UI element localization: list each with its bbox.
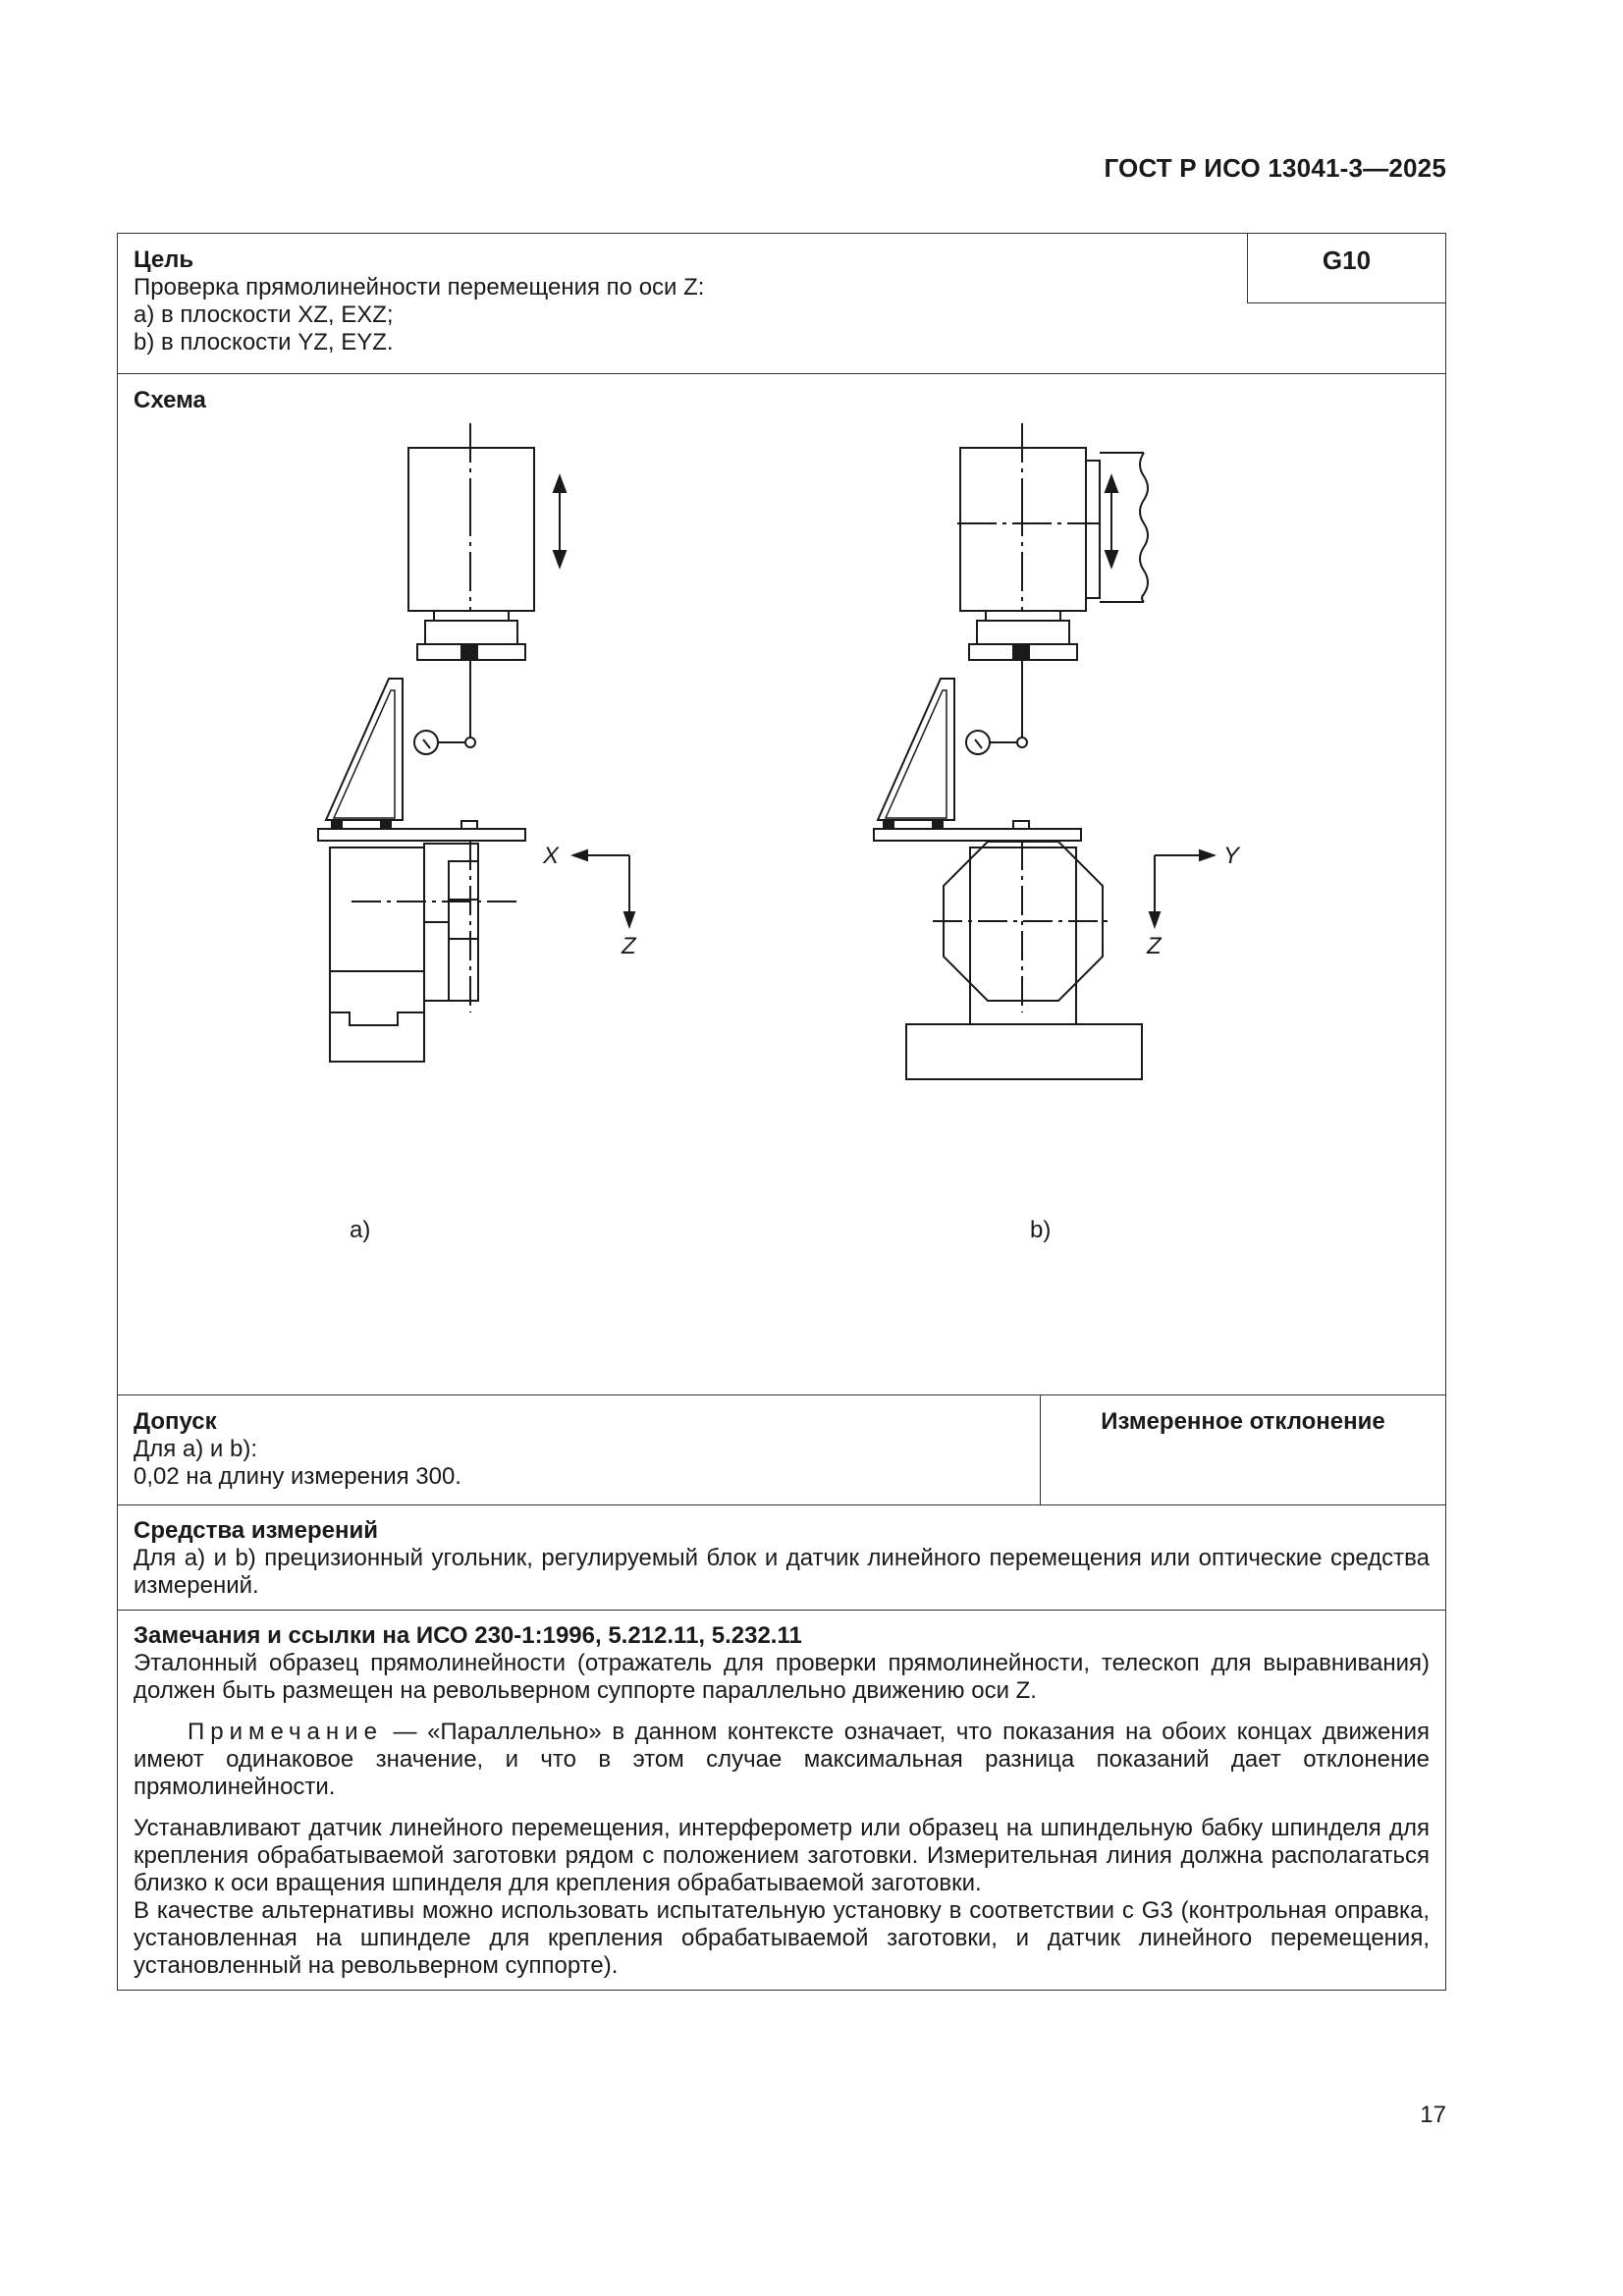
notes-section (118, 1611, 1445, 1990)
note-paragraph (134, 1719, 1430, 1801)
measured-deviation-cell (1041, 1395, 1445, 1504)
goal-line-1: Проверка прямолинейности перемещения по оси Z: (134, 274, 705, 301)
note-word: Примечание (188, 1719, 383, 1745)
document-code: ГОСТ Р ИСО 13041-3—2025 (1104, 153, 1446, 183)
notes-para-1: Эталонный образец прямолинейности (отражатель для проверки прямолинейности, телескоп для выравнивания) должен быть размещен на револьверном суппорте параллельно движению оси Z. (134, 1650, 1430, 1704)
goal-label: Цель (134, 246, 194, 273)
goal-section (118, 234, 1445, 374)
tolerance-label: Допуск (134, 1408, 217, 1435)
diagram-b (874, 423, 1214, 1079)
test-sheet (117, 233, 1446, 1991)
axis-z-label-a: Z (622, 933, 636, 959)
notes-label: Замечания и ссылки на ИСО 230-1:1996, 5.212.11, 5.232.11 (134, 1622, 802, 1649)
axis-y-label: Y (1223, 843, 1240, 869)
caption-a: a) (350, 1217, 371, 1243)
scheme-section (118, 374, 1445, 1395)
test-code: G10 (1247, 234, 1445, 303)
means-label: Средства измерений (134, 1517, 379, 1544)
notes-para-2: Устанавливают датчик линейного перемещения, интерферометр или образец на шпиндельную бабку шпинделя для крепления обрабатываемой заготовки рядом с положением заготовки. Измерительная линия должна располагаться близко к оси вращения шпинделя для крепления обрабатываемой заготовки. (134, 1815, 1430, 1896)
tolerance-line-1: Для а) и b): (134, 1436, 258, 1462)
axis-z-label-b: Z (1147, 933, 1162, 959)
tolerance-section (118, 1395, 1445, 1505)
goal-line-2: а) в плоскости XZ, EXZ; (134, 301, 394, 328)
measured-deviation-label: Измеренное отклонение (1101, 1408, 1385, 1435)
scheme-label: Схема (134, 387, 206, 413)
goal-line-3: b) в плоскости YZ, EYZ. (134, 329, 394, 355)
scheme-diagram (118, 374, 1443, 1395)
caption-b: b) (1030, 1217, 1052, 1243)
page-number: 17 (1420, 2102, 1446, 2128)
measuring-means-section (118, 1505, 1445, 1611)
axis-x-label: X (543, 843, 560, 869)
notes-para-3: В качестве альтернативы можно использовать испытательную установку в соответствии с G3 (контрольная оправка, установленная на шпинделе для крепления обрабатываемой заготовки, и датчик линейного перемещения, установленный на револьверном суппорте). (134, 1897, 1430, 1979)
tolerance-line-2: 0,02 на длину измерения 300. (134, 1463, 461, 1490)
means-text: Для а) и b) прецизионный угольник, регулируемый блок и датчик линейного перемещения или оптические средства измерений. (134, 1545, 1430, 1599)
tolerance-cell (118, 1395, 1041, 1504)
diagram-a (318, 423, 634, 1062)
note-text: — «Параллельно» в данном контексте означает, что показания на обоих концах движения имеют одинаковое значение, и что в этом случае максимальная разница показаний дает отклонение прямолинейности. (134, 1719, 1430, 1800)
